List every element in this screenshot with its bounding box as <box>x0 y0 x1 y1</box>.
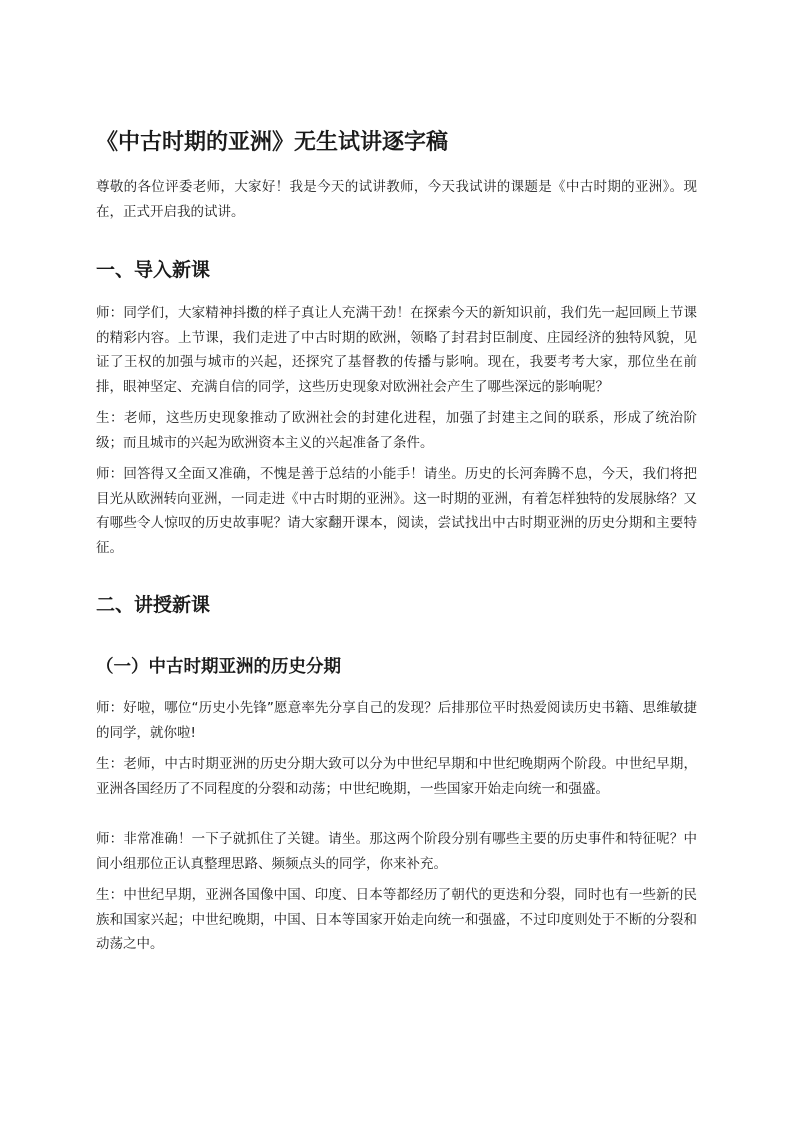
student-paragraph: 生：老师，中古时期亚洲的历史分期大致可以分为中世纪早期和中世纪晚期两个阶段。中世纪早期，亚洲各国经历了不同程度的分裂和动荡；中世纪晚期，一些国家开始走向统一和强盛。 <box>96 756 697 797</box>
teacher-paragraph: 师：非常准确！一下子就抓住了关键。请坐。那这两个阶段分别有哪些主要的历史事件和特征呢？中间小组那位正认真整理思路、频频点头的同学，你来补充。 <box>96 831 697 872</box>
section-heading-teaching: 二、讲授新课 <box>96 594 211 616</box>
student-paragraph: 生：中世纪早期，亚洲各国像中国、印度、日本等都经历了朝代的更迭和分裂，同时也有一些新的民族和国家兴起；中世纪晚期，中国、日本等国家开始走向统一和强盛，不过印度则处于不断的分裂和动荡之中。 <box>96 887 697 952</box>
student-paragraph: 生：老师，这些历史现象推动了欧洲社会的封建化进程，加强了封建主之间的联系，形成了统治阶级；而且城市的兴起为欧洲资本主义的兴起准备了条件。 <box>96 410 697 451</box>
document-title: 《中古时期的亚洲》无生试讲逐字稿 <box>96 130 449 155</box>
intro-paragraph: 尊敬的各位评委老师，大家好！我是今天的试讲教师，今天我试讲的课题是《中古时期的亚洲》。现在，正式开启我的试讲。 <box>96 179 697 220</box>
subsection-heading-periods: （一）中古时期亚洲的历史分期 <box>96 657 341 677</box>
section-heading-intro: 一、导入新课 <box>96 259 211 281</box>
teacher-paragraph: 师：同学们，大家精神抖擞的样子真让人充满干劲！在探索今天的新知识前，我们先一起回顾上节课的精彩内容。上节课，我们走进了中古时期的欧洲，领略了封君封臣制度、庄园经济的独特风貌，见证了王权的加强与城市的兴起，还探究了基督教的传播与影响。现在，我要考考大家，那位坐在前排，眼神坚定、充满自信的同学，这些历史现象对欧洲社会产生了哪些深远的影响呢？ <box>96 305 697 395</box>
teacher-paragraph: 师：好啦，哪位“历史小先锋”愿意率先分享自己的发现？后排那位平时热爱阅读历史书籍、思维敏捷的同学，就你啦! <box>96 700 697 741</box>
teacher-paragraph: 师：回答得又全面又准确，不愧是善于总结的小能手！请坐。历史的长河奔腾不息，今天，我们将把目光从欧洲转向亚洲，一同走进《中古时期的亚洲》。这一时期的亚洲，有着怎样独特的发展脉络？又有哪些令人惊叹的历史故事呢？请大家翻开课本，阅读，尝试找出中古时期亚洲的历史分期和主要特征。 <box>96 466 697 556</box>
